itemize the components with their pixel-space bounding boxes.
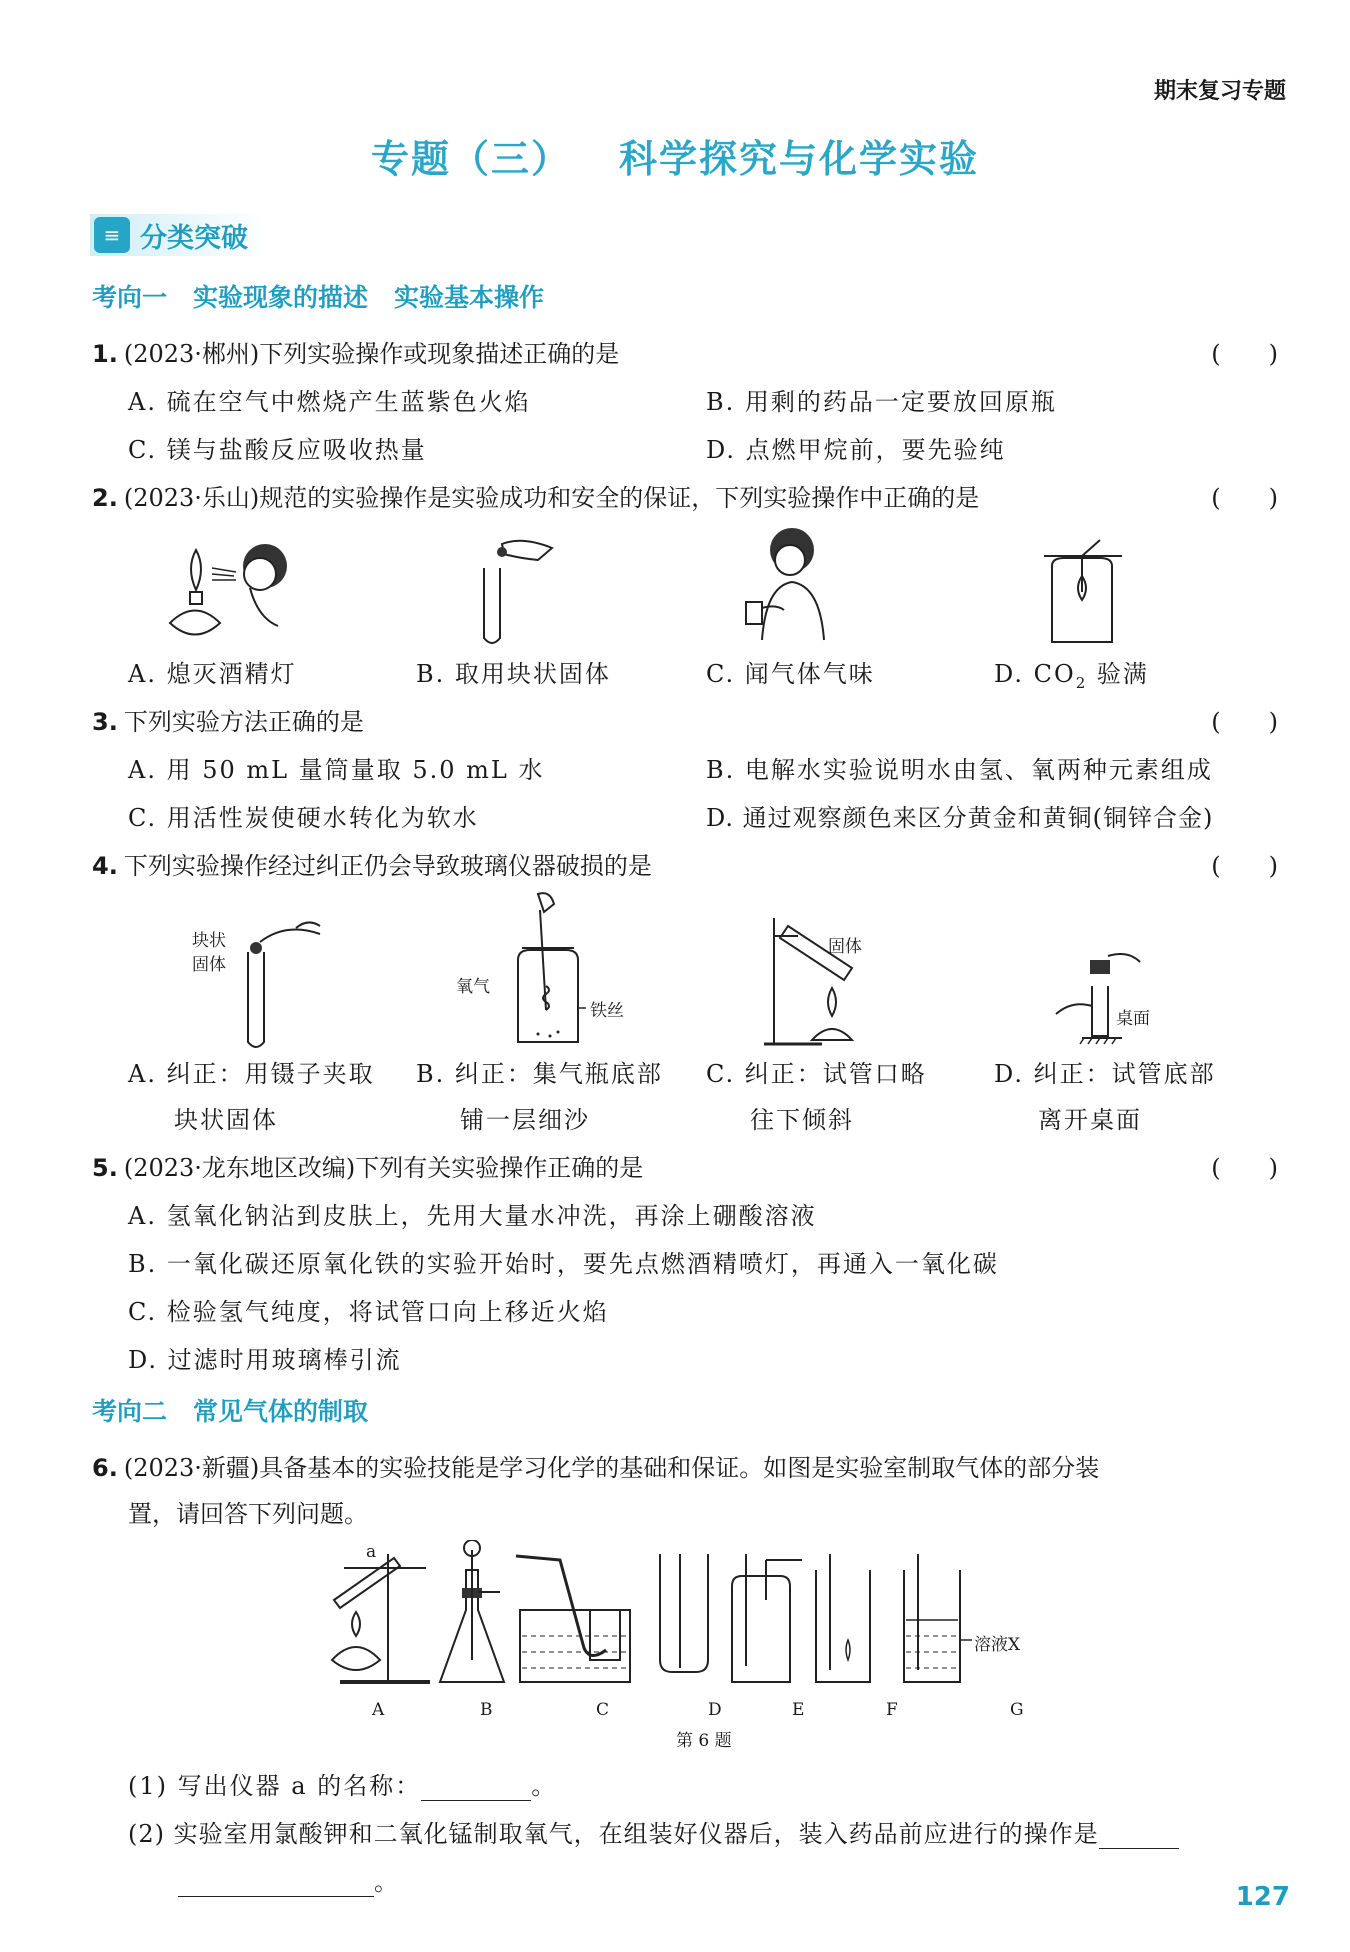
- label-F: F: [886, 1700, 898, 1720]
- stopper-press-figure: [1052, 936, 1142, 1048]
- test-tube-solid-figure: [462, 528, 572, 648]
- label-oxygen: 氧气: [456, 977, 490, 997]
- answer-paren-4: ( ): [1211, 852, 1278, 880]
- co2-suffix: 验满: [1087, 660, 1149, 688]
- q4-option-d-line1: D. 纠正：试管底部: [994, 1060, 1216, 1088]
- q6-sub2-end: 。: [374, 1868, 400, 1896]
- question-number: 4.: [92, 852, 118, 880]
- q4-option-a-line2: 块状固体: [174, 1106, 278, 1134]
- alcohol-lamp-blow-figure: [150, 528, 290, 648]
- co2-full-test-figure: [1030, 536, 1130, 648]
- question-text: (2023·新疆)具备基本的实验技能是学习化学的基础和保证。如图是实验室制取气体的部分装: [123, 1454, 1100, 1482]
- question-number: 1.: [92, 340, 118, 368]
- q2-option-d: [994, 654, 1149, 692]
- kaoxiang-1-topic-b: 实验基本操作: [394, 283, 545, 312]
- figure-caption: 第 6 题: [676, 1731, 732, 1751]
- answer-blank-1[interactable]: [421, 1772, 531, 1801]
- q1-option-b: B. 用剩的药品一定要放回原瓶: [706, 388, 1057, 416]
- answer-paren-2: ( ): [1211, 484, 1278, 512]
- question-6-line1: [92, 1448, 1292, 1483]
- q2-option-b: B. 取用块状固体: [416, 660, 611, 688]
- question-number: 5.: [92, 1154, 118, 1182]
- answer-blank-2a[interactable]: [1099, 1820, 1179, 1849]
- question-number: 6.: [92, 1454, 118, 1482]
- question-number: 3.: [92, 708, 118, 736]
- label-G: G: [1010, 1700, 1024, 1720]
- heating-test-tube-figure: [762, 908, 872, 1048]
- question-text: (2023·龙东地区改编)下列有关实验操作正确的是: [123, 1154, 644, 1182]
- q4-option-c-line2: 往下倾斜: [750, 1106, 854, 1134]
- label-iron-wire: 铁丝: [590, 1001, 624, 1021]
- q3-option-d: D. 通过观察颜色来区分黄金和黄铜(铜锌合金): [706, 804, 1214, 832]
- q5-option-a: A. 氢氧化钠沾到皮肤上，先用大量水冲洗，再涂上硼酸溶液: [128, 1202, 817, 1230]
- kaoxiang-1-topic-a: 实验现象的描述: [193, 283, 369, 312]
- q4-option-b-line1: B. 纠正：集气瓶底部: [416, 1060, 663, 1088]
- q5-option-c: C. 检验氢气纯度，将试管口向上移近火焰: [128, 1298, 609, 1326]
- question-text: (2023·郴州)下列实验操作或现象描述正确的是: [123, 340, 620, 368]
- label-block-solid-1: 块状: [192, 931, 226, 951]
- page-title: [0, 128, 1350, 183]
- q3-option-a: A. 用 50 mL 量筒量取 5.0 mL 水: [128, 756, 545, 784]
- label-C: C: [596, 1700, 610, 1720]
- answer-blank-2b[interactable]: [178, 1868, 374, 1897]
- label-solution-x: 溶液X: [974, 1635, 1021, 1655]
- label-E: E: [792, 1700, 805, 1720]
- title-part1: 专题（三）: [370, 136, 571, 181]
- question-4: [92, 846, 1292, 881]
- question-text: 下列实验操作经过纠正仍会导致玻璃仪器破损的是: [123, 852, 652, 880]
- q2-option-c: C. 闻气体气味: [706, 660, 875, 688]
- answer-paren-3: ( ): [1211, 708, 1278, 736]
- section-label: 分类突破: [140, 222, 248, 254]
- question-5: [92, 1148, 1292, 1183]
- question-text: (2023·乐山)规范的实验操作是实验成功和安全的保证，下列实验操作中正确的是: [123, 484, 980, 512]
- tweezers-test-tube-figure: [236, 912, 326, 1052]
- q3-option-b: B. 电解水实验说明水由氢、氧两种元素组成: [706, 756, 1213, 784]
- q4-option-d-line2: 离开桌面: [1038, 1106, 1142, 1134]
- label-D: D: [708, 1700, 722, 1720]
- kaoxiang-1-no: 考向一: [92, 283, 168, 312]
- q1-option-d: D. 点燃甲烷前，要先验纯: [706, 436, 1006, 464]
- gas-apparatus-figure: [320, 1540, 1100, 1710]
- label-instrument-a: a: [366, 1542, 377, 1562]
- label-B: B: [480, 1700, 493, 1720]
- question-1: [92, 334, 1292, 369]
- q4-option-c-line1: C. 纠正：试管口略: [706, 1060, 927, 1088]
- layers-icon: ≡: [94, 217, 130, 253]
- q6-sub2: [128, 1814, 1179, 1849]
- label-tabletop: 桌面: [1116, 1009, 1150, 1029]
- kaoxiang-2-topic: 常见气体的制取: [193, 1397, 369, 1426]
- q5-option-b: B. 一氧化碳还原氧化铁的实验开始时，要先点燃酒精喷灯，再通入一氧化碳: [128, 1250, 999, 1278]
- q3-option-c: C. 用活性炭使硬水转化为软水: [128, 804, 479, 832]
- q6-sub2-line2: [178, 1862, 400, 1897]
- section-badge: [90, 214, 268, 256]
- header-topic: 期末复习专题: [1153, 79, 1286, 104]
- kaoxiang-1-heading: [92, 278, 544, 314]
- question-number: 2.: [92, 484, 118, 512]
- label-solid-heating: 固体: [828, 937, 862, 957]
- question-2: [92, 478, 1292, 513]
- q1-option-a: A. 硫在空气中燃烧产生蓝紫色火焰: [128, 388, 531, 416]
- q6-sub1: [128, 1766, 557, 1801]
- question-6-line2: 置，请回答下列问题。: [128, 1500, 368, 1528]
- q4-option-a-line1: A. 纠正：用镊子夹取: [128, 1060, 375, 1088]
- label-block-solid-2: 固体: [192, 955, 226, 975]
- answer-paren-5: ( ): [1211, 1154, 1278, 1182]
- kaoxiang-2-no: 考向二: [92, 1397, 168, 1426]
- q2-option-a: A. 熄灭酒精灯: [128, 660, 297, 688]
- co2-text: D. CO: [994, 660, 1076, 688]
- q5-option-d: D. 过滤时用玻璃棒引流: [128, 1346, 402, 1374]
- question-text: 下列实验方法正确的是: [123, 708, 364, 736]
- q6-sub2-text: (2) 实验室用氯酸钾和二氧化锰制取氧气，在组装好仪器后，装入药品前应进行的操作是: [128, 1820, 1099, 1848]
- answer-paren-1: ( ): [1211, 340, 1278, 368]
- page-number: 127: [1235, 1882, 1290, 1912]
- smell-gas-figure: [732, 520, 842, 648]
- question-3: [92, 702, 1292, 737]
- q6-sub1-end: 。: [531, 1772, 558, 1800]
- co2-subscript: 2: [1075, 673, 1088, 692]
- label-A: A: [372, 1700, 385, 1720]
- q6-sub1-text: (1) 写出仪器 a 的名称：: [128, 1772, 422, 1800]
- kaoxiang-2-heading: [92, 1392, 368, 1428]
- q1-option-c: C. 镁与盐酸反应吸收热量: [128, 436, 427, 464]
- title-part2: 科学探究与化学实验: [619, 136, 980, 181]
- iron-in-oxygen-figure: [498, 890, 588, 1050]
- q4-option-b-line2: 铺一层细沙: [460, 1106, 590, 1134]
